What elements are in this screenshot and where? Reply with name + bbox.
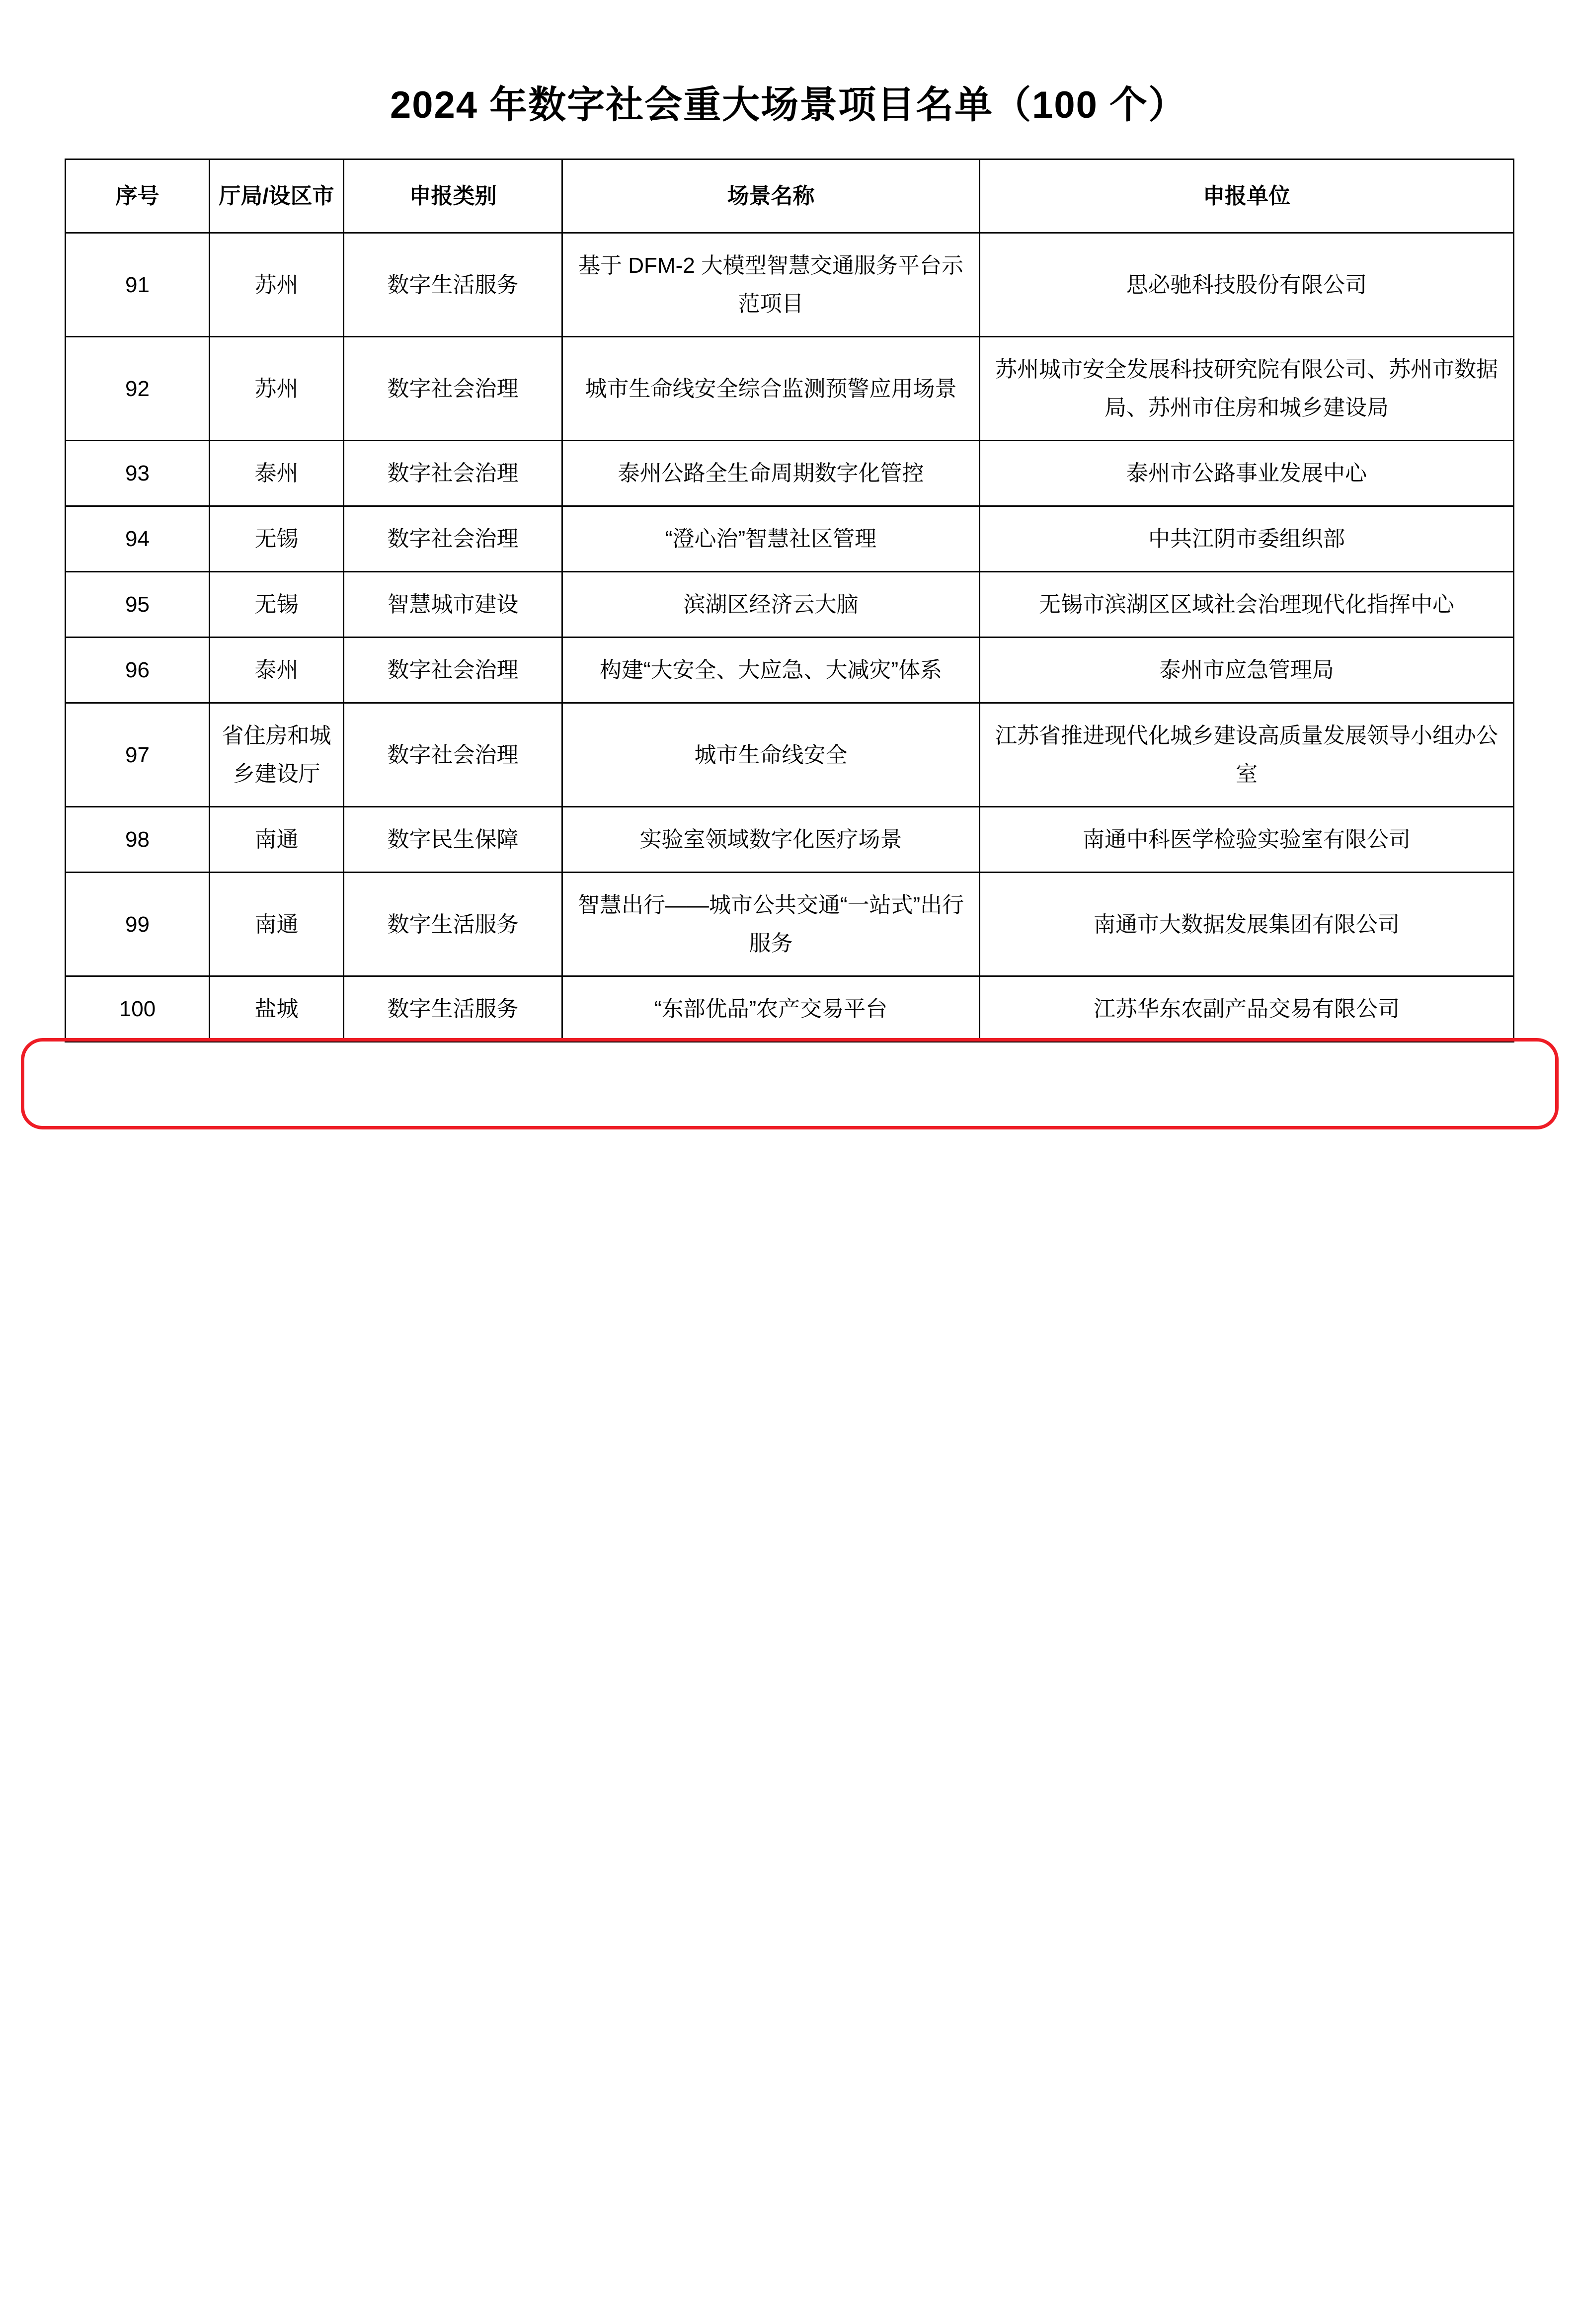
cell-unit: 无锡市滨湖区区域社会治理现代化指挥中心 <box>980 572 1514 638</box>
cell-scene: 基于 DFM-2 大模型智慧交通服务平台示范项目 <box>562 233 980 337</box>
cell-seq: 100 <box>66 976 210 1042</box>
cell-scene: “东部优品”农产交易平台 <box>562 976 980 1042</box>
table-container <box>65 159 1512 1042</box>
cell-unit: 中共江阴市委组织部 <box>980 506 1514 572</box>
table-row <box>66 572 1514 638</box>
cell-seq: 92 <box>66 337 210 441</box>
column-header-dept: 厅局/设区市 <box>210 160 344 233</box>
column-header-unit: 申报单位 <box>980 160 1514 233</box>
cell-category: 数字社会治理 <box>344 337 562 441</box>
cell-scene: 构建“大安全、大应急、大减灾”体系 <box>562 638 980 703</box>
project-list-table <box>65 159 1514 1042</box>
cell-category: 数字生活服务 <box>344 233 562 337</box>
cell-unit: 泰州市应急管理局 <box>980 638 1514 703</box>
red-highlight-annotation <box>21 1038 1559 1129</box>
cell-category: 数字民生保障 <box>344 807 562 873</box>
page-title: 2024 年数字社会重大场景项目名单（100 个） <box>390 84 1187 126</box>
cell-dept: 南通 <box>210 873 344 976</box>
cell-category: 数字生活服务 <box>344 976 562 1042</box>
cell-scene: 城市生命线安全综合监测预警应用场景 <box>562 337 980 441</box>
cell-seq: 95 <box>66 572 210 638</box>
cell-unit: 南通中科医学检验实验室有限公司 <box>980 807 1514 873</box>
cell-unit: 江苏华东农副产品交易有限公司 <box>980 976 1514 1042</box>
cell-dept: 无锡 <box>210 506 344 572</box>
cell-seq: 99 <box>66 873 210 976</box>
table-row <box>66 873 1514 976</box>
cell-scene: “澄心治”智慧社区管理 <box>562 506 980 572</box>
table-row <box>66 703 1514 807</box>
cell-seq: 91 <box>66 233 210 337</box>
cell-scene: 城市生命线安全 <box>562 703 980 807</box>
table-row <box>66 638 1514 703</box>
cell-unit: 南通市大数据发展集团有限公司 <box>980 873 1514 976</box>
table-row-highlighted <box>66 976 1514 1042</box>
cell-unit: 江苏省推进现代化城乡建设高质量发展领导小组办公室 <box>980 703 1514 807</box>
cell-scene: 智慧出行——城市公共交通“一站式”出行服务 <box>562 873 980 976</box>
document-page <box>0 75 1577 2324</box>
cell-scene: 泰州公路全生命周期数字化管控 <box>562 441 980 506</box>
cell-dept: 苏州 <box>210 337 344 441</box>
cell-category: 数字生活服务 <box>344 873 562 976</box>
column-header-seq: 序号 <box>66 160 210 233</box>
cell-category: 数字社会治理 <box>344 506 562 572</box>
cell-dept: 无锡 <box>210 572 344 638</box>
table-row <box>66 441 1514 506</box>
cell-seq: 97 <box>66 703 210 807</box>
cell-seq: 94 <box>66 506 210 572</box>
cell-category: 数字社会治理 <box>344 703 562 807</box>
table-row <box>66 807 1514 873</box>
cell-dept: 盐城 <box>210 976 344 1042</box>
cell-scene: 实验室领域数字化医疗场景 <box>562 807 980 873</box>
cell-dept: 南通 <box>210 807 344 873</box>
table-row <box>66 233 1514 337</box>
table-row <box>66 506 1514 572</box>
cell-category: 数字社会治理 <box>344 638 562 703</box>
cell-dept: 苏州 <box>210 233 344 337</box>
cell-category: 智慧城市建设 <box>344 572 562 638</box>
cell-category: 数字社会治理 <box>344 441 562 506</box>
cell-dept: 省住房和城乡建设厅 <box>210 703 344 807</box>
cell-dept: 泰州 <box>210 441 344 506</box>
cell-seq: 98 <box>66 807 210 873</box>
cell-unit: 泰州市公路事业发展中心 <box>980 441 1514 506</box>
table-header-row <box>66 160 1514 233</box>
table-row <box>66 337 1514 441</box>
column-header-category: 申报类别 <box>344 160 562 233</box>
cell-seq: 93 <box>66 441 210 506</box>
cell-seq: 96 <box>66 638 210 703</box>
cell-unit: 苏州城市安全发展科技研究院有限公司、苏州市数据局、苏州市住房和城乡建设局 <box>980 337 1514 441</box>
column-header-scene: 场景名称 <box>562 160 980 233</box>
cell-scene: 滨湖区经济云大脑 <box>562 572 980 638</box>
cell-unit: 思必驰科技股份有限公司 <box>980 233 1514 337</box>
cell-dept: 泰州 <box>210 638 344 703</box>
